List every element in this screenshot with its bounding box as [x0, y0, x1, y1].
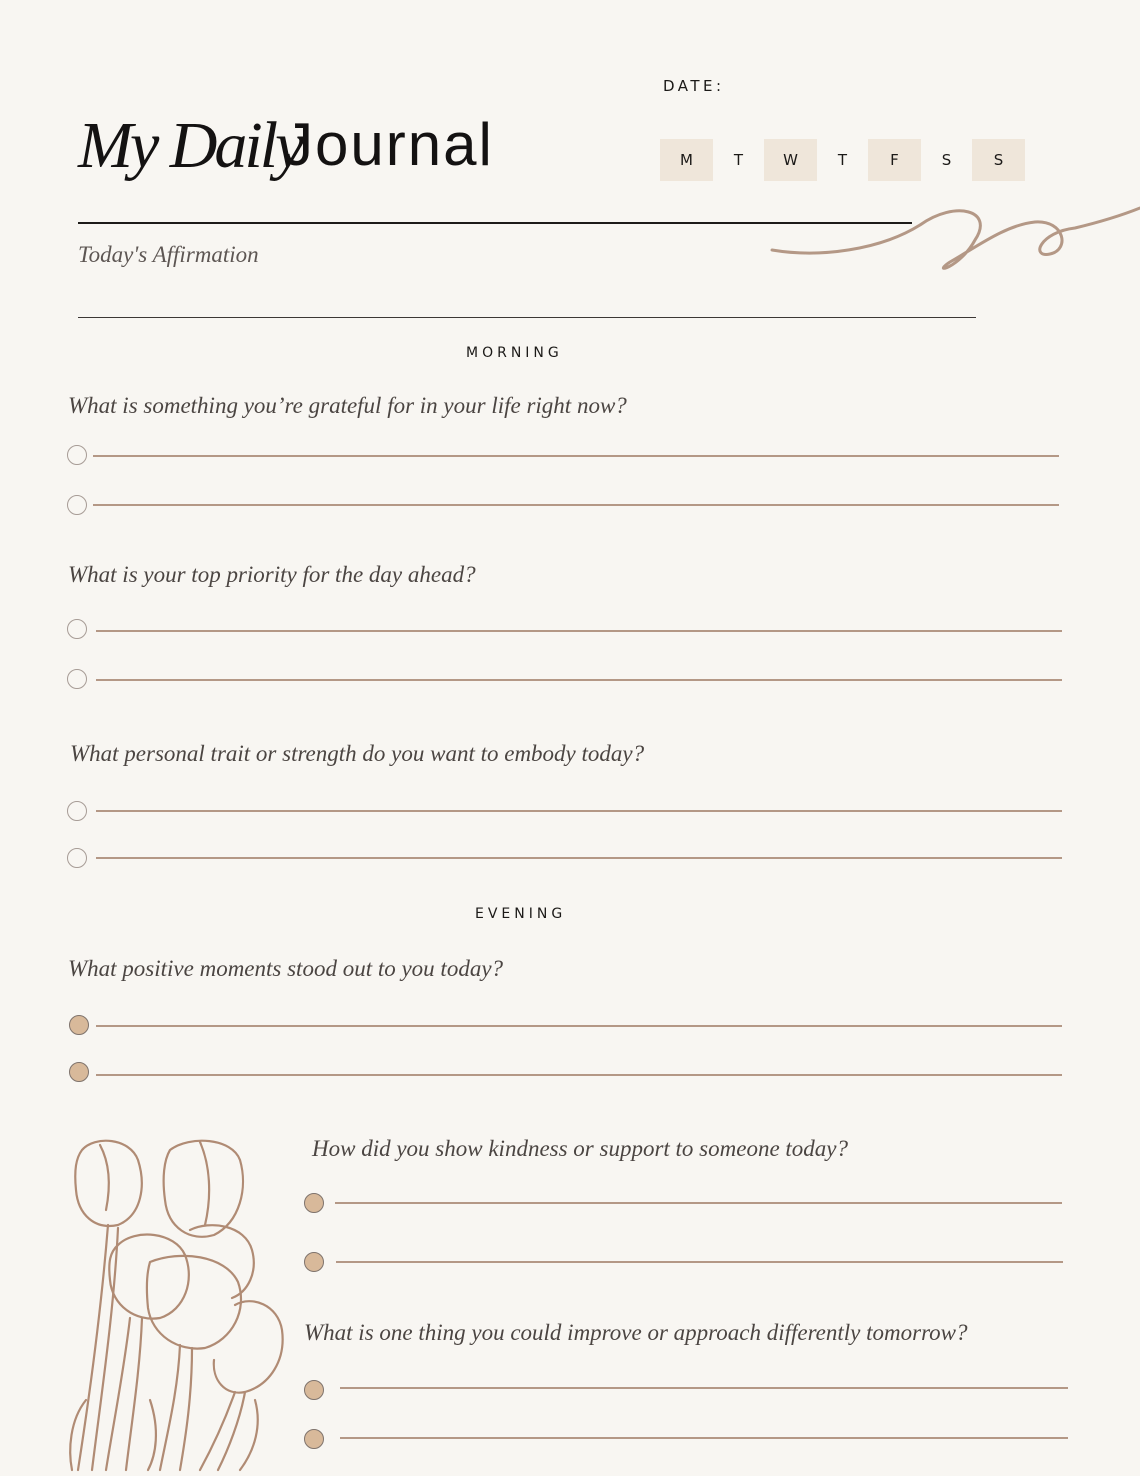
checkbox-circle-filled[interactable]: [69, 1015, 89, 1035]
date-label: DATE:: [663, 77, 725, 95]
affirmation-line[interactable]: [78, 317, 976, 318]
day-saturday[interactable]: S: [941, 151, 952, 169]
checkbox-circle-filled[interactable]: [69, 1062, 89, 1082]
affirmation-label: Today's Affirmation: [78, 242, 259, 267]
checkbox-circle-filled[interactable]: [304, 1380, 324, 1400]
evening-heading: EVENING: [475, 906, 567, 922]
answer-line[interactable]: [336, 1261, 1063, 1263]
answer-line[interactable]: [96, 810, 1062, 812]
answer-line[interactable]: [96, 630, 1062, 632]
checkbox-circle-filled[interactable]: [304, 1252, 324, 1272]
title-italic: My Daily: [78, 109, 302, 182]
answer-line[interactable]: [93, 504, 1059, 506]
morning-question-3: What personal trait or strength do you want to embody today?: [70, 741, 645, 766]
checkbox-circle[interactable]: [67, 801, 87, 821]
checkbox-circle[interactable]: [67, 669, 87, 689]
day-thursday[interactable]: T: [837, 151, 848, 169]
evening-question-3: What is one thing you could improve or approach differently tomorrow?: [304, 1320, 968, 1345]
answer-line[interactable]: [93, 455, 1059, 457]
title-plain: Journal: [283, 111, 494, 178]
answer-line[interactable]: [96, 1074, 1062, 1076]
morning-question-1: What is something you’re grateful for in your life right now?: [68, 393, 627, 418]
checkbox-circle[interactable]: [67, 848, 87, 868]
answer-line[interactable]: [96, 857, 1062, 859]
evening-question-2: How did you show kindness or support to someone today?: [312, 1136, 849, 1161]
day-tuesday[interactable]: T: [733, 151, 744, 169]
day-sunday[interactable]: S: [972, 139, 1025, 181]
day-wednesday[interactable]: W: [764, 139, 817, 181]
checkbox-circle[interactable]: [67, 619, 87, 639]
morning-heading: MORNING: [466, 345, 563, 361]
morning-question-2: What is your top priority for the day ahead?: [68, 562, 476, 587]
answer-line[interactable]: [96, 1025, 1062, 1027]
answer-line[interactable]: [96, 679, 1062, 681]
checkbox-circle-filled[interactable]: [304, 1193, 324, 1213]
checkbox-circle[interactable]: [67, 495, 87, 515]
checkbox-circle[interactable]: [67, 445, 87, 465]
day-friday[interactable]: F: [868, 139, 921, 181]
evening-question-1: What positive moments stood out to you today?: [68, 956, 504, 981]
header-divider: [78, 222, 912, 224]
answer-line[interactable]: [340, 1437, 1068, 1439]
answer-line[interactable]: [335, 1202, 1062, 1204]
checkbox-circle-filled[interactable]: [304, 1429, 324, 1449]
answer-line[interactable]: [340, 1387, 1068, 1389]
day-monday[interactable]: M: [660, 139, 713, 181]
